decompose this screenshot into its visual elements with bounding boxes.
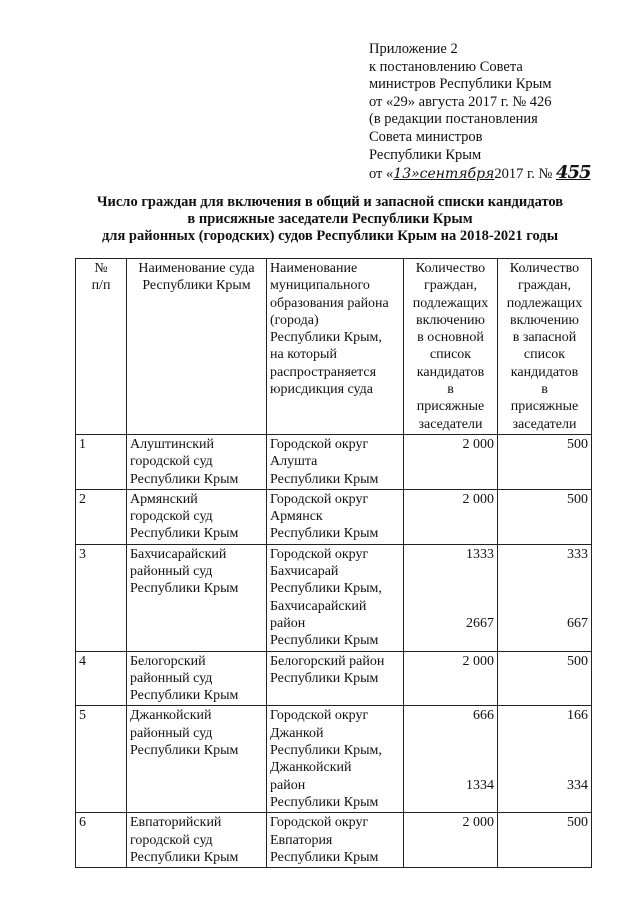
cell-reserve-count xyxy=(498,651,592,706)
cell-reserve-count xyxy=(498,813,592,868)
appendix-block xyxy=(369,41,629,184)
cell-municipality xyxy=(267,651,404,706)
count-value: 666 xyxy=(473,708,494,724)
header-line: в основной xyxy=(417,330,484,346)
count-value: 500 xyxy=(567,815,588,831)
cell-court xyxy=(127,489,267,544)
header-line: подлежащих xyxy=(412,295,489,311)
municipality-line: Республики Крым xyxy=(270,849,379,865)
table-header-row xyxy=(76,259,592,435)
court-line: Республики Крым xyxy=(130,471,239,487)
municipality-line: Республики Крым xyxy=(270,471,379,487)
municipality-line: Республики Крым xyxy=(270,633,379,649)
municipality-line: Республики Крым xyxy=(270,670,379,686)
table-row xyxy=(76,434,592,489)
table-body xyxy=(76,434,592,867)
count-value: 2 000 xyxy=(462,436,494,452)
header-line: включению xyxy=(415,312,486,328)
header-main-count xyxy=(404,259,498,435)
table-row xyxy=(76,489,592,544)
title-line: для районных (городских) судов Республики Крым на 2018-2021 годы xyxy=(101,228,559,244)
table-row xyxy=(76,651,592,706)
cell-reserve-count xyxy=(498,434,592,489)
table-row xyxy=(76,813,592,868)
count-value: 667 xyxy=(567,616,588,632)
header-line: на который xyxy=(270,347,337,363)
cell-municipality xyxy=(267,434,404,489)
municipality-line: Белогорский район xyxy=(270,653,385,669)
court-line: Республики Крым xyxy=(130,743,239,759)
count-value: 1334 xyxy=(466,777,494,793)
cell-court xyxy=(127,706,267,813)
cell-main-count xyxy=(404,706,498,813)
header-line: подлежащих xyxy=(506,295,583,311)
header-line: распространяется xyxy=(270,364,377,380)
header-line: (города) xyxy=(270,312,319,328)
cell-main-count xyxy=(404,544,498,651)
appendix-line: к постановлению Совета xyxy=(369,58,523,75)
document-title xyxy=(60,194,600,245)
header-line: граждан, xyxy=(518,278,571,294)
value-spacer xyxy=(407,725,494,777)
header-reserve-count xyxy=(498,259,592,435)
header-line: Количество xyxy=(415,261,486,276)
court-line: районный суд xyxy=(130,670,213,686)
court-line: городской суд xyxy=(130,832,213,848)
header-num xyxy=(76,259,127,435)
header-line: кандидатов xyxy=(416,364,485,380)
handwritten-date: 13»сентября xyxy=(393,166,495,183)
count-value: 2 000 xyxy=(462,491,494,507)
table-row xyxy=(76,544,592,651)
cell-municipality xyxy=(267,813,404,868)
municipality-line: Республики Крым xyxy=(270,794,379,810)
municipality-line: Республики Крым, xyxy=(270,743,382,759)
cell-main-count xyxy=(404,489,498,544)
court-line: Джанкойский xyxy=(130,708,212,724)
count-value: 1333 xyxy=(466,546,494,562)
cell-court xyxy=(127,544,267,651)
header-line: № xyxy=(94,261,108,276)
cell-num: 3 xyxy=(76,544,127,651)
header-line: включению xyxy=(509,312,580,328)
cell-main-count xyxy=(404,651,498,706)
header-line: присяжные xyxy=(416,399,485,415)
cell-num: 6 xyxy=(76,813,127,868)
municipality-line: Евпатория xyxy=(270,832,333,848)
count-value: 2 000 xyxy=(462,653,494,669)
cell-num: 1 xyxy=(76,434,127,489)
court-line: городской суд xyxy=(130,454,213,470)
header-line: граждан, xyxy=(424,278,477,294)
count-value: 2 000 xyxy=(462,815,494,831)
date-mid: 2017 г. № xyxy=(494,166,553,183)
municipality-line: район xyxy=(270,615,306,631)
header-line: образования района xyxy=(270,295,389,311)
title-line: в присяжные заседатели Республики Крым xyxy=(187,211,473,227)
header-line: список xyxy=(523,347,566,363)
header-line: список xyxy=(429,347,472,363)
courts-table xyxy=(75,258,592,868)
cell-court xyxy=(127,651,267,706)
handwritten-number: 455 xyxy=(556,162,591,184)
count-value: 500 xyxy=(567,491,588,507)
municipality-line: Городской округ xyxy=(270,491,369,507)
municipality-line: Городской округ xyxy=(270,436,369,452)
court-line: районный суд xyxy=(130,725,213,741)
appendix-line: министров Республики Крым xyxy=(369,76,552,93)
value-spacer xyxy=(501,725,588,777)
cell-reserve-count xyxy=(498,706,592,813)
count-value: 166 xyxy=(567,708,588,724)
court-line: Бахчисарайский xyxy=(130,546,227,562)
count-value: 500 xyxy=(567,436,588,452)
cell-court xyxy=(127,813,267,868)
count-value: 500 xyxy=(567,653,588,669)
value-spacer xyxy=(501,563,588,615)
court-line: Евпаторийский xyxy=(130,815,222,831)
header-line: п/п xyxy=(91,278,111,294)
municipality-line: Республики Крым, xyxy=(270,581,382,597)
municipality-line: Городской округ xyxy=(270,815,369,831)
municipality-line: Бахчисарай xyxy=(270,564,339,580)
court-line: районный суд xyxy=(130,564,213,580)
header-line: муниципального xyxy=(270,278,370,294)
municipality-line: Городской округ xyxy=(270,546,369,562)
header-line: в xyxy=(447,382,454,398)
cell-municipality xyxy=(267,706,404,813)
court-line: Республики Крым xyxy=(130,849,239,865)
court-line: городской суд xyxy=(130,509,213,525)
table-row xyxy=(76,706,592,813)
title-line: Число граждан для включения в общий и запасной списки кандидатов xyxy=(96,194,564,210)
cell-main-count xyxy=(404,813,498,868)
court-line: Армянский xyxy=(130,491,198,507)
cell-municipality xyxy=(267,544,404,651)
count-value: 2667 xyxy=(466,616,494,632)
municipality-line: Бахчисарайский xyxy=(270,598,367,614)
header-municipality xyxy=(267,259,404,435)
cell-num: 4 xyxy=(76,651,127,706)
municipality-line: Джанкой xyxy=(270,725,324,741)
header-line: заседатели xyxy=(418,416,483,432)
header-court xyxy=(127,259,267,435)
municipality-line: район xyxy=(270,777,306,793)
count-value: 334 xyxy=(567,777,588,793)
header-line: в xyxy=(541,382,548,398)
municipality-line: Республики Крым xyxy=(270,526,379,542)
court-line: Республики Крым xyxy=(130,526,239,542)
appendix-line: (в редакции постановления xyxy=(369,111,538,128)
cell-reserve-count xyxy=(498,544,592,651)
header-line: Наименование xyxy=(270,261,358,276)
appendix-line: Республики Крым xyxy=(369,146,482,163)
header-line: в запасной xyxy=(512,330,577,346)
header-line: заседатели xyxy=(512,416,577,432)
header-line: Наименование суда xyxy=(138,261,255,276)
cell-main-count xyxy=(404,434,498,489)
header-line: Республики Крым xyxy=(142,278,251,294)
header-line: кандидатов xyxy=(510,364,579,380)
cell-num: 5 xyxy=(76,706,127,813)
cell-municipality xyxy=(267,489,404,544)
header-line: Республики Крым, xyxy=(270,330,382,346)
cell-court xyxy=(127,434,267,489)
municipality-line: Городской округ xyxy=(270,708,369,724)
court-line: Республики Крым xyxy=(130,688,239,704)
header-line: присяжные xyxy=(510,399,579,415)
date-prefix: от « xyxy=(369,166,394,183)
court-line: Республики Крым xyxy=(130,581,239,597)
appendix-line: от «29» августа 2017 г. № 426 xyxy=(369,93,552,110)
header-line: Количество xyxy=(509,261,580,276)
court-line: Белогорский xyxy=(130,653,206,669)
cell-num: 2 xyxy=(76,489,127,544)
court-line: Алуштинский xyxy=(130,436,214,452)
count-value: 333 xyxy=(567,546,588,562)
header-line: юрисдикция суда xyxy=(270,382,373,398)
municipality-line: Алушта xyxy=(270,454,318,470)
municipality-line: Армянск xyxy=(270,509,323,525)
municipality-line: Джанкойский xyxy=(270,760,352,776)
appendix-line: Совета министров xyxy=(369,128,483,145)
appendix-date-line xyxy=(369,164,629,184)
cell-reserve-count xyxy=(498,489,592,544)
value-spacer xyxy=(407,563,494,615)
appendix-line: Приложение 2 xyxy=(369,41,458,57)
